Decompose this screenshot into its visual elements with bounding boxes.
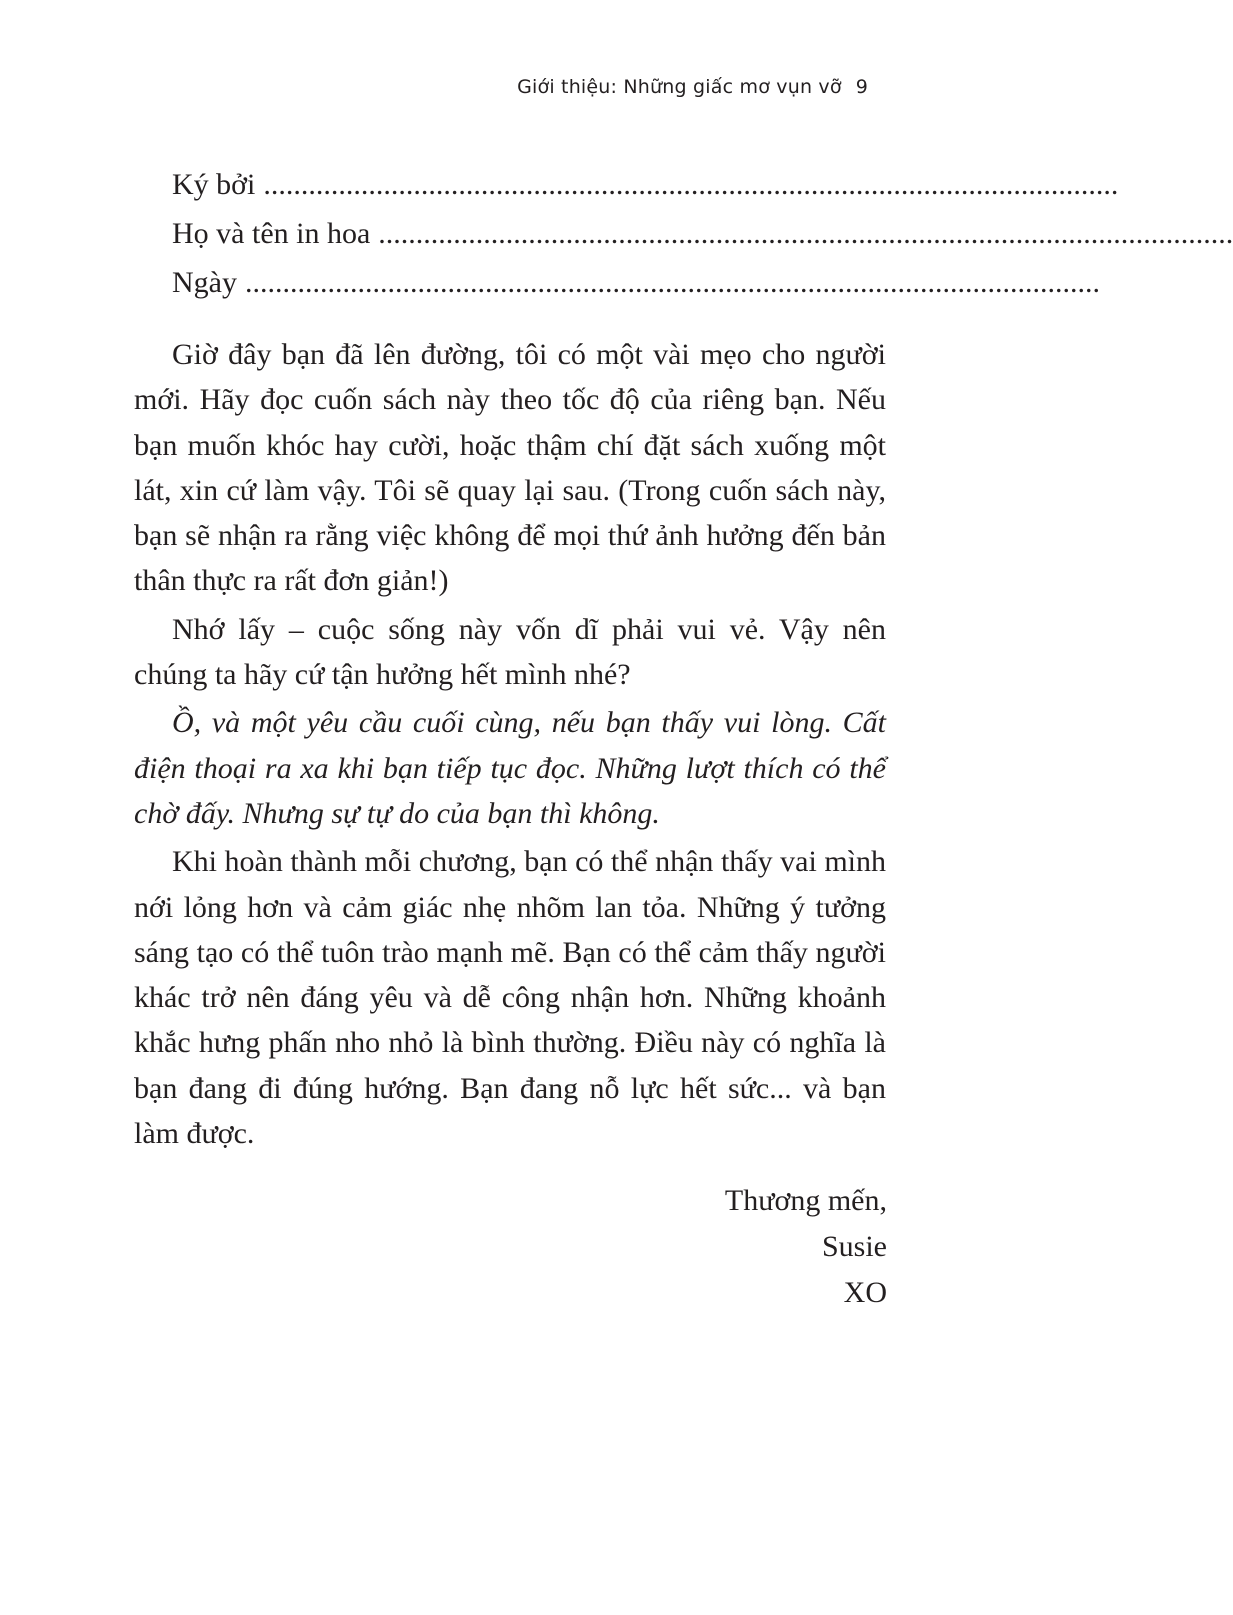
paragraph-request: Ồ, và một yêu cầu cuối cùng, nếu bạn thấy vui lòng. Cất điện thoại ra xa khi bạn tiếp tục đọc. Những lượt thích có thể chờ đấy. Nhưng sự tự do của bạn thì không. bbox=[134, 706, 886, 830]
paragraph-chapters: Khi hoàn thành mỗi chương, bạn có thể nhận thấy vai mình nới lỏng hơn và cảm giác nhẹ nhõm lan tỏa. Những ý tưởng sáng tạo có thể tuôn trào mạnh mẽ. Bạn có thể cảm thấy người khác trở nên đáng yêu và dễ công nhận hơn. Những khoảnh khắc hưng phấn nho nhỏ là bình thường. Điều này có nghĩa là bạn đang đi đúng hướng. Bạn đang nỗ lực hết sức... và bạn làm được. bbox=[134, 845, 886, 1151]
print-name-line bbox=[172, 209, 1233, 258]
salutation: Thương mến, bbox=[724, 1184, 887, 1217]
chapter-title: Giới thiệu: Những giấc mơ vụn vỡ bbox=[517, 76, 842, 98]
print-name-blank: .................................................................................................................. bbox=[378, 217, 1233, 250]
running-header bbox=[517, 76, 868, 98]
paragraph-tips: Giờ đây bạn đã lên đường, tôi có một vài mẹo cho người mới. Hãy đọc cuốn sách này theo tốc độ của riêng bạn. Nếu bạn muốn khóc hay cười, hoặc thậm chí đặt sách xuống một lát, xin cứ làm vậy. Tôi sẽ quay lại sau. (Trong cuốn sách này, bạn sẽ nhận ra rằng việc không để mọi thứ ảnh hưởng đến bản thân thực ra rất đơn giản!) bbox=[134, 338, 886, 598]
signed-by-line bbox=[172, 160, 1119, 209]
closing-signature bbox=[725, 1178, 887, 1316]
date-line bbox=[172, 258, 1100, 307]
page-number: 9 bbox=[855, 76, 868, 98]
signoff: XO bbox=[843, 1276, 887, 1309]
signed-by-blank: .................................................................................................................. bbox=[263, 168, 1119, 201]
date-label: Ngày bbox=[172, 266, 237, 299]
paragraph-remember: Nhớ lấy – cuộc sống này vốn dĩ phải vui vẻ. Vậy nên chúng ta hãy cứ tận hưởng hết mình nhé? bbox=[134, 612, 886, 692]
date-blank: .................................................................................................................. bbox=[244, 266, 1100, 299]
signature-form bbox=[172, 160, 1233, 307]
body-text bbox=[134, 332, 886, 1159]
signed-by-label: Ký bởi bbox=[172, 168, 256, 201]
print-name-label: Họ và tên in hoa bbox=[172, 217, 371, 250]
author-name: Susie bbox=[821, 1230, 887, 1263]
